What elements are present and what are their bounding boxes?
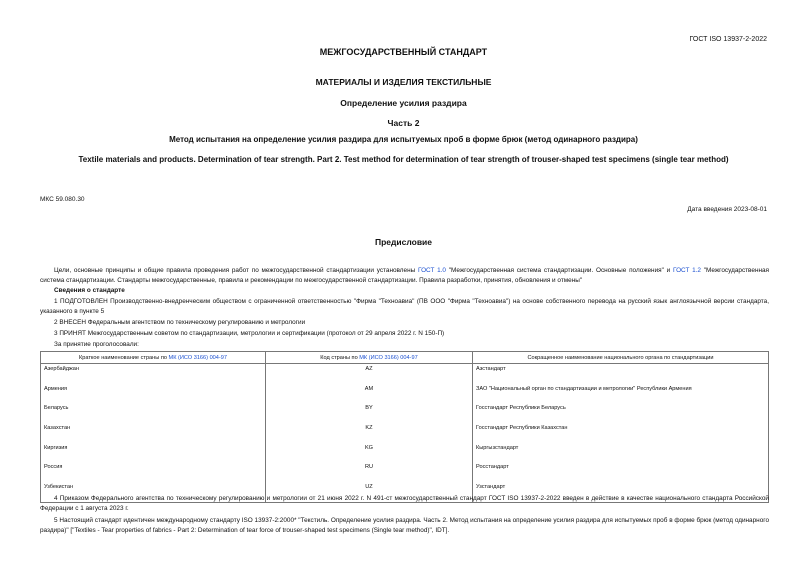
country-cell: Армения	[41, 384, 266, 404]
mk-iso-link[interactable]: МК (ИСО 3166) 004-97	[168, 354, 227, 361]
item-5: 5 Настоящий стандарт идентичен международному стандарту ISO 13937-2:2000* "Текстиль. Определение усилия раздира. Часть 2. Метод испытания на определение усилия раздира для испытуемых проб в форме брюк (метод одинарного раздира)" ["Textiles - Tear properties of fabrics - Part 2: Determination of tear force of trouser-shaped test specimens (Single tear method)", IDT].	[40, 517, 769, 534]
english-title: Textile materials and products. Determination of tear strength. Part 2. Test method for determination of tear strength of trouser-shaped test specimens (single tear method)	[78, 155, 729, 164]
mk-iso-link[interactable]: МК (ИСО 3166) 004-97	[359, 354, 418, 361]
document-number: ГОСТ ISO 13937-2-2022	[689, 36, 767, 43]
table-row	[41, 364, 769, 384]
header-country: Краткое наименование страны по МК (ИСО 3166) 004-97	[41, 352, 266, 364]
body-cell: Росстандарт	[473, 462, 769, 482]
body-cell: ЗАО "Национальный орган по стандартизации и метрологии" Республики Армения	[473, 384, 769, 404]
body-cell: Госстандарт Республики Беларусь	[473, 403, 769, 423]
foreword-heading: Предисловие	[374, 237, 433, 247]
table-row	[41, 443, 769, 463]
item-2: 2 ВНЕСЕН Федеральным агентством по техническому регулированию и метрологии	[54, 319, 306, 326]
body-cell: Кыргызстандарт	[473, 443, 769, 463]
body-cell: Узстандарт	[473, 482, 769, 502]
voted-label: За принятие проголосовали:	[54, 341, 139, 348]
code-cell: BY	[266, 403, 473, 423]
table-row	[41, 423, 769, 443]
code-cell: AZ	[266, 364, 473, 384]
part-title: Часть 2	[387, 118, 420, 128]
intro-text-3: "Межгосударственная система стандартизации. Стандарты межгосударственные, правила и рекомендации по межгосударственной стандартизации. Правила разработки, принятия, обновления и отмены"	[40, 267, 770, 284]
code-cell: KZ	[266, 423, 473, 443]
standard-type-heading: МЕЖГОСУДАРСТВЕННЫЙ СТАНДАРТ	[319, 47, 488, 57]
code-cell: UZ	[266, 482, 473, 502]
mks-code: МКС 59.080.30	[40, 196, 85, 203]
main-title: МАТЕРИАЛЫ И ИЗДЕЛИЯ ТЕКСТИЛЬНЫЕ	[315, 77, 492, 87]
intro-paragraph	[40, 266, 769, 285]
gost-1-2-link[interactable]: ГОСТ 1.2	[672, 267, 701, 274]
code-cell: RU	[266, 462, 473, 482]
code-cell: AM	[266, 384, 473, 404]
intro-text-1: Цели, основные принципы и общие правила проведения работ по межгосударственной стандартизации установлены	[54, 267, 418, 274]
member-countries-table	[40, 351, 769, 503]
introduction-date: Дата введения 2023-08-01	[687, 206, 767, 213]
intro-text-2: "Межгосударственная система стандартизации. Основные положения" и	[446, 267, 673, 274]
header-code: Код страны по МК (ИСО 3166) 004-97	[266, 352, 473, 364]
country-cell: Казахстан	[41, 423, 266, 443]
body-cell: Азстандарт	[473, 364, 769, 384]
body-cell: Госстандарт Республики Казахстан	[473, 423, 769, 443]
country-cell: Азербайджан	[41, 364, 266, 384]
country-cell: Узбекистан	[41, 482, 266, 502]
table-header-row	[41, 352, 769, 364]
item-3: 3 ПРИНЯТ Межгосударственным советом по стандартизации, метрологии и сертификации (протокол от 29 апреля 2022 г. N 150-П)	[54, 330, 445, 337]
country-cell: Россия	[41, 462, 266, 482]
table-row	[41, 403, 769, 423]
table-row	[41, 384, 769, 404]
item-4: 4 Приказом Федерального агентства по техническому регулированию и метрологии от 21 июня 2022 г. N 491-ст межгосударственный стандарт ГОСТ ISO 13937-2-2022 введен в действие в качестве национального стандарта Российской Федерации с 1 августа 2023 г.	[40, 495, 769, 512]
code-cell: KG	[266, 443, 473, 463]
header-body: Сокращенное наименование национального органа по стандартизации	[473, 352, 769, 364]
item-1: 1 ПОДГОТОВЛЕН Производственно-внедренческим обществом с ограниченной ответственностью "Фирма "Техноавиа" (ПВ ООО "Фирма "Техноавиа") на основе собственного перевода на русский язык англоязычной версии стандарта, указанного в пункте 5	[40, 298, 769, 315]
info-heading: Сведения о стандарте	[54, 287, 125, 294]
gost-1-0-link[interactable]: ГОСТ 1.0	[417, 267, 446, 274]
country-cell: Киргизия	[41, 443, 266, 463]
subject-title: Определение усилия раздира	[340, 98, 467, 108]
table-row	[41, 462, 769, 482]
method-title: Метод испытания на определение усилия раздира для испытуемых проб в форме брюк (метод одинарного раздира)	[169, 135, 638, 144]
country-cell: Беларусь	[41, 403, 266, 423]
